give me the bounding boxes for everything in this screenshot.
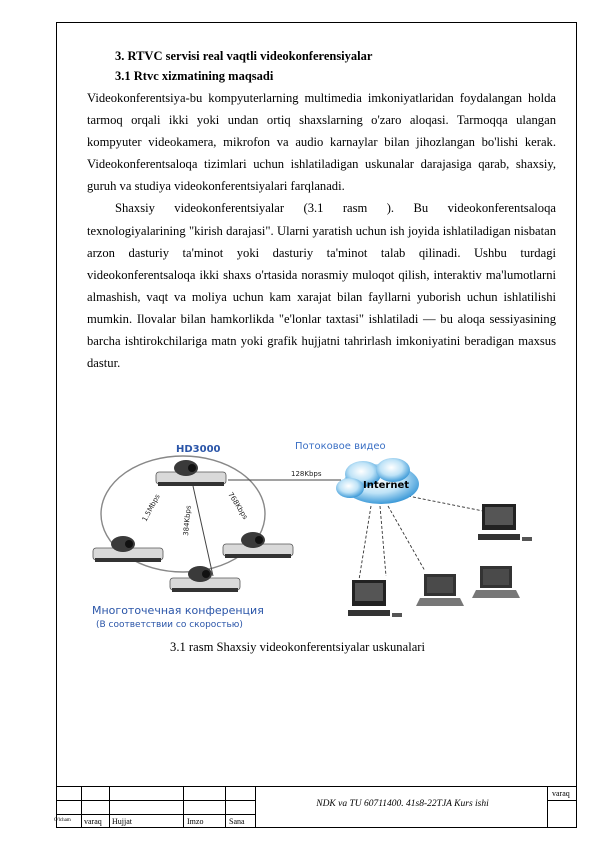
col-doc: Hujjat	[112, 817, 132, 826]
desktop-pc-icon	[348, 580, 402, 617]
laptop-icon	[472, 566, 520, 598]
cloud-label: Internet	[363, 480, 410, 491]
center-link	[193, 486, 213, 576]
multipoint-subtitle: (В соответствии со скоростью)	[96, 620, 243, 630]
col-sheet: varaq	[84, 817, 102, 826]
videoconf-unit-bottom	[170, 566, 240, 592]
link-center-label: 384Kbps	[182, 505, 193, 537]
paragraph-2: Shaxsiy videokonferentsiyalar (3.1 rasm ). Bu videokonferentsaloqa texnologiyalarining "kirish darajasi". Ularni yaratish uchun ish joyida ishlatiladigan nisbatan arzon dasturiy ta'minot yoki dasturiy ta'minot talab qilinadi. Ushbu turdagi videokonferentsaloqa ikki shaxs o'rtasida norasmiy muloqot qilish, interaktiv ma'lumotlarni almashish, vaqt va moliya uchun kam xarajat bilan fayllarni yuborish uchun ishlatilishi mumkin. Ilovalar bilan hamkorlikda "e'lonlar taxtasi" ishlatiladi — bu aloqa sessiyasining barcha ishtirokchilariga matn yoki grafik hujjatni tahrirlash imkoniyatini beradigan maxsus dastur.	[87, 201, 556, 371]
figure-caption: 3.1 rasm Shaxsiy videokonferentsiyalar uskunalari	[170, 640, 425, 654]
desktop-pc-icon	[478, 504, 532, 541]
stream-label: Потоковое видео	[295, 441, 386, 452]
multipoint-title: Многоточечная конференция	[92, 604, 264, 617]
subsection-title: 3.1 Rtvc xizmatining maqsadi	[115, 69, 274, 83]
paragraph-1: Videokonferentsiya-bu kompyuterlarning multimedia imkoniyatlaridan foydalangan holda tarmoq orqali ikki yoki undan ortiq shaxslarning o'zaro aloqasi. Tarmoqqa ulangan kompyuter videokamera, mikrofon va audio karnaylar bilan jihozlangan bo'lishi kerak. Videokonferentsaloqa tizimlari uchun ishlatiladigan uskunalar darajasiga qarab, shaxsiy, guruh va studiya videokonferentsiyalari farqlanadi.	[87, 91, 556, 194]
device-label: HD3000	[176, 444, 221, 455]
videoconf-unit-top	[156, 460, 226, 486]
client-computers	[340, 500, 550, 630]
document-code: NDK va TU 60711400. 41s8-22TJA Kurs ishi	[316, 799, 489, 809]
section-title: 3. RTVC servisi real vaqtli videokonferensiyalar	[115, 49, 373, 63]
link-right-label: 768Kbps	[226, 490, 250, 521]
document-body	[87, 47, 556, 374]
col-date: Sana	[229, 817, 245, 826]
videoconf-unit-left	[93, 536, 163, 562]
link-stream-label: 128Kbps	[291, 470, 322, 478]
col-changed: O'lcham	[54, 818, 71, 823]
col-sign: Imzo	[187, 817, 204, 826]
videoconf-unit-right	[223, 532, 293, 558]
sheet-label: varaq	[552, 789, 570, 798]
laptop-icon	[416, 574, 464, 606]
link-left-label: 1.5Mbps	[140, 492, 162, 523]
